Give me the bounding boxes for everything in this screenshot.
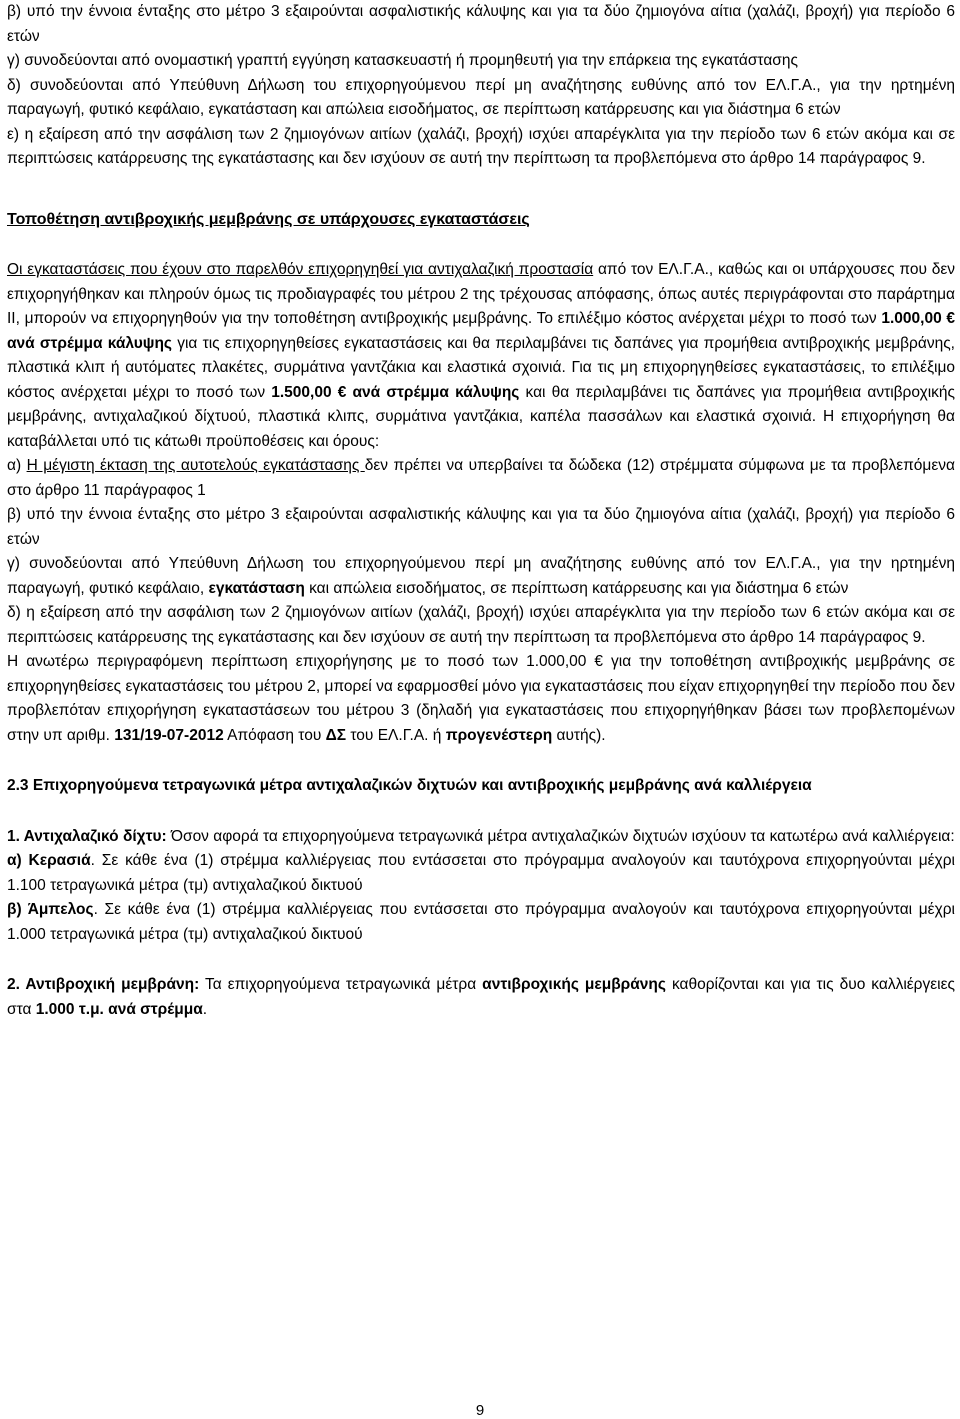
condition-a (7, 454, 955, 503)
page-content (7, 0, 955, 1022)
net-paragraph (7, 825, 955, 850)
net-text: Όσον αφορά τα επιχορηγούμενα τετραγωνικά μέτρα αντιχαλαζικών διχτυών ισχύουν τα κατωτέρω ανά καλλιέργεια: (166, 827, 955, 845)
paragraph-e-top: ε) η εξαίρεση από την ασφάλιση των 2 ζημιογόνων αιτίων (χαλάζι, βροχή) ισχύει απαρέγκλιτα για την περίοδο των 6 ετών ακόμα και σε περιπτώσεις κατάρρευσης της εγκατάστασης και δεν ισχύουν σε αυτή την περίπτωση τα προβλεπόμενα στο άρθρο 14 παράγραφος 9. (7, 125, 955, 167)
cherry-paragraph (7, 849, 955, 898)
vine-text: . Σε κάθε ένα (1) στρέμμα καλλιέργειας που εντάσσεται στο πρόγραμμα αναλογούν και ταυτόχρονα επιχορηγούνται μέχρι 1.000 τετραγωνικά μέτρα (τμ) αντιχαλαζικού δικτυού (7, 901, 955, 943)
membrane-paragraph (7, 973, 955, 1022)
condition-c (7, 552, 955, 601)
membrane-title: 2. Αντιβροχική μεμβράνη: (7, 976, 200, 993)
closing-text: Η ανωτέρω περιγραφόμενη περίπτωση επιχορήγησης με το ποσό των 1.000,00 € για την τοποθέτηση αντιβροχικής μεμβράνης σε επιχορηγηθείσες εγκαταστάσεις του μέτρου 2, μπορεί να εφαρμοσθεί μόνο για εγκαταστάσεις που είχαν επιχορηγηθεί την περίοδο που δεν προβλεπόταν επιχορήγηση εγκαταστάσεων του μέτρου 3 (δηλαδή για εγκαταστάσεις που επιχορηγήθηκαν βάσει των προβλεπομένων στην υπ αριθμ. (7, 653, 955, 744)
after-amount-1500: και θα περιλαμβάνει τις δαπάνες για προμήθεια αντιβροχικής μεμβράνης, αντιχαλαζικού δίχτυού, πλαστικά κλιπς, συρμάτινα γαντζάκια, καπέλα πασσάλων και ελαστικά σχοινιά. Η επιχορήγηση θα καταβάλλεται υπό τις κάτωθι προϋποθέσεις και όρους: (7, 383, 955, 450)
cherry-label: α) Κερασιά (7, 852, 91, 869)
page-number: 9 (475, 1402, 485, 1419)
board-abbrev: ΔΣ (325, 726, 347, 744)
condition-c-end: και απώλεια εισοδήματος, σε περίπτωση κατάρρευσης και για διάστημα 6 ετών (304, 579, 849, 597)
intro-paragraph (7, 258, 955, 454)
closing-paragraph (7, 650, 955, 748)
membrane-text-2: καθορίζονται και για τις δυο καλλιέργειες στα (7, 976, 955, 1018)
net-title: 1. Αντιχαλαζικό δίχτυ: (7, 827, 167, 845)
paragraph-d-top: δ) συνοδεύονται από Υπεύθυνη Δήλωση του επιχορηγούμενου περί μη αναζήτησης ευθύνης από τον ΕΛ.Γ.Α., για την ηρτημένη παραγωγή, φυτικό κεφάλαιο, εγκατάσταση και απώλεια εισοδήματος, σε περίπτωση κατάρρευσης και για διάστημα 6 ετών (7, 76, 955, 118)
intro-text: από τον ΕΛ.Γ.Α., καθώς και οι υπάρχουσες που δεν επιχορηγήθηκαν και πληρούν όμως τις προδιαγραφές του μέτρου 2 της τρέχουσας απόφασης, όπως αυτές περιγράφονται στο παράρτημα ΙΙ, μπορούν να επιχορηγηθούν για την τοποθέτηση αντιβροχικής μεμβράνης. Το επιλέξιμο κόστος ανέρχεται μέχρι το ποσό των (7, 261, 955, 327)
condition-b: β) υπό την έννοια ένταξης στο μέτρο 3 εξαιρούνται ασφαλιστικής κάλυψης και για τα δύο ζημιογόνα αίτια (χαλάζι, βροχή) για περίοδο 6 ετών (7, 506, 955, 548)
vine-label: β) Άμπελος (7, 901, 94, 918)
previous-word: προγενέστερη (445, 726, 553, 744)
membrane-end: . (202, 1000, 208, 1018)
closing-end: αυτής). (552, 726, 606, 744)
section-2-3-heading: 2.3 Επιχορηγούμενα τετραγωνικά μέτρα αντιχαλαζικών διχτυών και αντιβροχικής μεμβράνης ανά καλλιέργεια (7, 777, 812, 794)
closing-mid2: του ΕΛ.Γ.Α. ή (346, 726, 446, 744)
decision-number: 131/19-07-2012 (114, 726, 224, 744)
condition-d: δ) η εξαίρεση από την ασφάλιση των 2 ζημιογόνων αιτίων (χαλάζι, βροχή) ισχύει απαρέγκλιτα για την περίοδο των 6 ετών ακόμα και σε περιπτώσεις κατάρρευσης της εγκατάστασης και δεν ισχύουν σε αυτή την περίπτωση τα προβλεπόμενα στο άρθρο 14 παράγραφος 9. (7, 604, 955, 646)
condition-c-text: γ) συνοδεύονται από Υπεύθυνη Δήλωση του επιχορηγούμενου περί μη αναζήτησης ευθύνης από τον ΕΛ.Γ.Α., για την ηρτημένη παραγωγή, φυτικό κεφάλαιο, (7, 555, 955, 597)
condition-c-bold: εγκατάσταση (208, 579, 305, 597)
vine-paragraph (7, 898, 955, 947)
after-amount-1000: για τις επιχορηγηθείσες εγκαταστάσεις και θα περιλαμβάνει τις δαπάνες για προμήθεια αντιβροχικής μεμβράνης, πλαστικά κλιπ ή αυτόματες πλακέτες, συρμάτινα γαντζάκια και ελαστικά σχοινιά. Για τις μη επιχορηγηθείσες εγκαταστάσεις, το επιλέξιμο κόστος ανέρχεται μέχρι το ποσό των (7, 334, 955, 401)
amount-1500: 1.500,00 € ανά στρέμμα κάλυψης (271, 383, 520, 401)
condition-a-text: δεν πρέπει να υπερβαίνει τα δώδεκα (12) στρέμματα σύμφωνα με τα προβλεπόμενα στο άρθρο 11 παράγραφος 1 (7, 457, 955, 499)
paragraph-b-top: β) υπό την έννοια ένταξης στο μέτρο 3 εξαιρούνται ασφαλιστικής κάλυψης και για τα δύο ζημιογόνα αίτια (χαλάζι, βροχή) για περίοδο 6 ετών (7, 3, 955, 45)
membrane-amount: 1.000 τ.μ. ανά στρέμμα (35, 1000, 203, 1018)
closing-mid: Απόφαση του (223, 726, 326, 744)
section-heading: Τοποθέτηση αντιβροχικής μεμβράνης σε υπάρχουσες εγκαταστάσεις (7, 210, 530, 228)
condition-a-prefix: α) (7, 457, 27, 474)
cherry-text: . Σε κάθε ένα (1) στρέμμα καλλιέργειας που εντάσσεται στο πρόγραμμα αναλογούν και ταυτόχρονα επιχορηγούνται μέχρι 1.100 τετραγωνικά μέτρα (τμ) αντιχαλαζικού δικτυού (7, 852, 955, 894)
membrane-bold: αντιβροχικής μεμβράνης (482, 976, 666, 993)
amount-1000: 1.000,00 € ανά στρέμμα κάλυψης (7, 310, 955, 352)
condition-a-underlined: Η μέγιστη έκταση της αυτοτελούς εγκατάστασης (26, 457, 365, 474)
intro-underlined-text: Οι εγκαταστάσεις που έχουν στο παρελθόν επιχορηγηθεί για αντιχαλαζική προστασία (7, 261, 594, 278)
paragraph-c-top: γ) συνοδεύονται από ονομαστική γραπτή εγγύηση κατασκευαστή ή προμηθευτή για την επάρκεια της εγκατάστασης (7, 52, 798, 69)
membrane-text: Τα επιχορηγούμενα τετραγωνικά μέτρα (199, 976, 483, 993)
